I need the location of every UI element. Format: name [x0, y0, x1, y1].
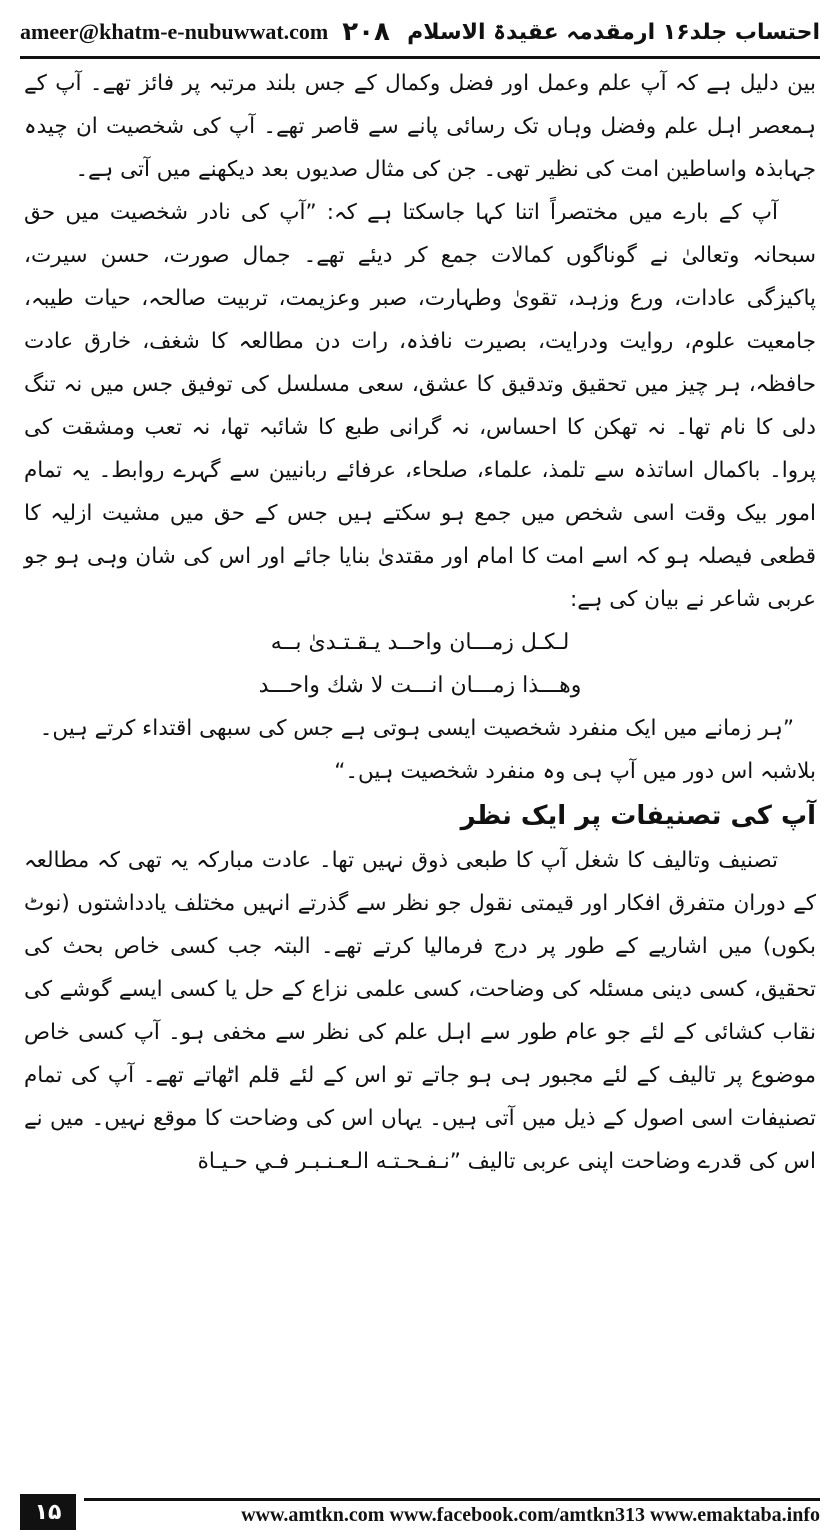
header-left [20, 17, 390, 47]
header-title: احتساب جلد۱۶ ارمقدمہ عقیدۃ الاسلام [407, 19, 820, 45]
translation-line-2: بلاشبہ اس دور میں آپ ہی وہ منفرد شخصیت ہیں۔“ [334, 759, 816, 784]
verse-line-1: لـكـل زمـــان واحــد يـقـتـدىٰ بــه [270, 630, 570, 655]
section-paragraph: تصنیف وتالیف کا شغل آپ کا طبعی ذوق نہیں تھا۔ عادت مبارکہ یہ تھی کہ مطالعہ کے دوران متفرق افکار اور قیمتی نقول جو نظر سے گذرتے انہیں مختلف یادداشتوں (نوٹ بکوں) میں اشاریے کے طور پر درج فرمالیا کرتے تھے۔ البتہ جب کسی خاص بحث کی تحقیق، کسی دینی مسئلہ کی وضاحت، کسی علمی نزاع کے حل یا کسی ایسے گوشے کی نقاب کشائی کے لئے جو عام طور سے اہل علم کی نظر سے مخفی ہو۔ آپ کسی خاص موضوع پر تالیف کے لئے مجبور ہی ہو جاتے تو اس کے لئے قلم اٹھاتے تھے۔ آپ کی تمام تصنیفات اسی اصول کے ذیل میں آتی ہیں۔ یہاں اس کی وضاحت کا موقع نہیں۔ میں نے اس کی قدرے وضاحت اپنی عربی تالیف ”نـفـحـتـه الـعـنـبـر فـي حـيـاة [24, 848, 816, 1174]
header-page-number: ۲۰۸ [342, 17, 390, 47]
paragraph-2: آپ کے بارے میں مختصراً اتنا کہا جاسکتا ہے کہ: ”آپ کی نادر شخصیت میں حق سبحانہ وتعالیٰ نے گوناگوں کمالات جمع کر دیئے تھے۔ جمال صورت، حسن سیرت، پاکیزگی عادات، ورع وزہد، تقویٰ وطہارت، صبر وعزیمت، تربیت صالحہ، حیات طیبہ، جامعیت علوم، روایت ودرایت، بصیرت نافذہ، رات دن مطالعہ کا شغف، خارق عادت حافظہ، ہر چیز میں تحقیق وتدقیق کا عشق، سعی مسلسل کی توفیق جس میں نہ تنگ دلی کا نام تھا۔ نہ تھکن کا احساس، نہ گرانی طبع کا شائبہ تھا، نہ تعب ومشقت کی پروا۔ باکمال اساتذہ سے تلمذ، علماء، صلحاء، عرفائے ربانیین سے گہرے روابط۔ یہ تمام امور بیک وقت اسی شخص میں جمع ہو سکتے ہیں جس کے حق میں مشیت ازلیہ کا قطعی فیصلہ ہو کہ اسے امت کا امام اور مقتدیٰ بنایا جائے اور اس کی شان وہی ہو جو عربی شاعر نے بیان کی ہے: [24, 200, 816, 612]
footer-links[interactable]: www.amtkn.com www.facebook.com/amtkn313 www.emaktaba.info [84, 1498, 820, 1527]
header-email[interactable]: ameer@khatm-e-nubuwwat.com [20, 19, 329, 44]
page-content [24, 62, 816, 1183]
page-footer [20, 1492, 820, 1532]
footer-page-number: ۱۵ [20, 1494, 76, 1530]
page-header [20, 8, 820, 59]
paragraph-1: بین دلیل ہے کہ آپ علم وعمل اور فضل وکمال کے جس بلند مرتبہ پر فائز تھے۔ آپ کے ہمعصر اہل علم وفضل وہاں تک رسائی پانے سے قاصر تھے۔ آپ کی شخصیت ان چیدہ جہابذہ واساطین امت کی نظیر تھی۔ جن کی مثال صدیوں بعد دیکھنے میں آتی ہے۔ [24, 71, 816, 182]
translation-line-1: ”ہر زمانے میں ایک منفرد شخصیت ایسی ہوتی ہے جس کی سبھی اقتداء کرتے ہیں۔ [39, 716, 794, 741]
verse-line-2: وهـــذا زمـــان انـــت لا شك واحـــد [258, 673, 582, 698]
section-heading: آپ کی تصنیفات پر ایک نظر [460, 801, 816, 831]
